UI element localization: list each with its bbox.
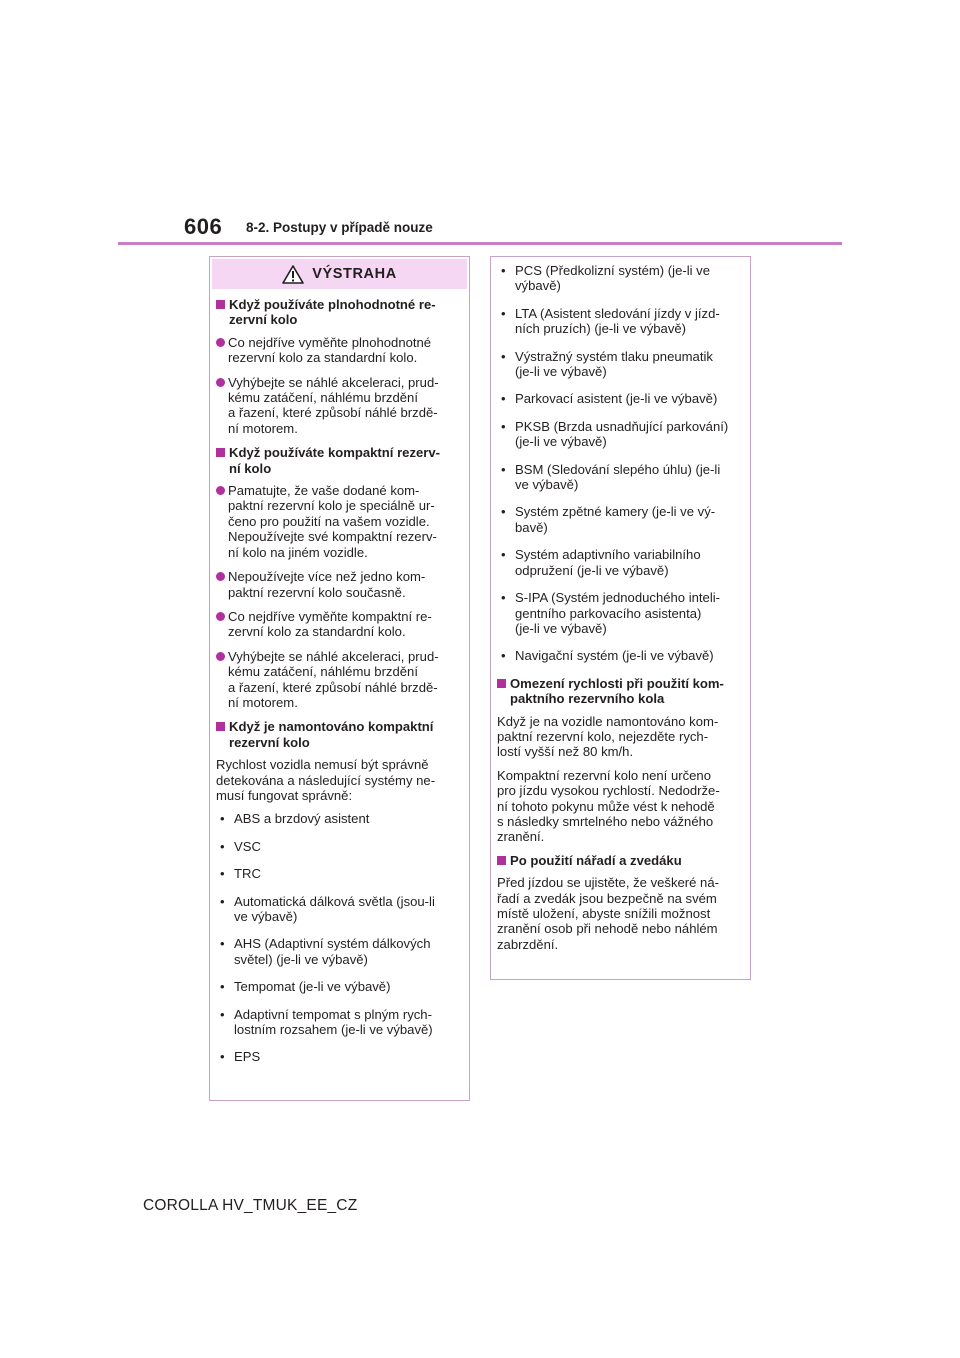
warning-header <box>212 259 467 289</box>
list-marker: • <box>501 305 506 321</box>
heading-text: Po použití nářadí a zvedáku <box>510 852 682 868</box>
section-heading <box>216 445 463 476</box>
list-marker: • <box>220 866 225 882</box>
square-bullet-icon <box>216 300 225 309</box>
list-marker: • <box>220 936 225 952</box>
heading-text: Když používáte kompaktní rezerv- ní kolo <box>229 445 441 476</box>
list-item <box>497 648 744 663</box>
list-item <box>497 462 744 493</box>
list-item-text: PKSB (Brzda usnadňující parkování) (je-li ve výbavě) <box>515 418 729 450</box>
list-marker: • <box>501 504 506 520</box>
warning-bullet <box>216 569 463 600</box>
paragraph-text: Před jízdou se ujistěte, že veškeré ná- řadí a zvedák jsou bezpečně na svém místě uložení, abyste snížili možnost zranění osob při nehodě nebo náhlém zabrzdění. <box>497 875 719 952</box>
list-item <box>216 866 463 881</box>
list-item <box>497 349 744 380</box>
footer-model: COROLLA HV_TMUK_EE_CZ <box>143 1197 358 1214</box>
section-title: 8-2. Postupy v případě nouze <box>246 220 433 235</box>
list-marker: • <box>501 418 506 434</box>
heading-text: Omezení rychlosti při použití kom- paktního rezervního kola <box>510 675 724 707</box>
square-bullet-icon <box>216 448 225 457</box>
warning-bullet <box>216 649 463 711</box>
list-marker: • <box>220 811 225 827</box>
square-bullet-icon <box>497 856 506 865</box>
circle-bullet-icon <box>216 338 225 347</box>
list-item <box>216 1007 463 1038</box>
warning-content <box>210 289 469 1065</box>
list-item-text: S-IPA (Systém jednoduchého inteli- gentního parkovacího asistenta) (je-li ve výbavě) <box>515 590 720 636</box>
paragraph-text: Když je na vozidle namontováno kom- paktní rezervní kolo, nejezděte rych- lostí vyšší než 80 km/h. <box>497 713 719 760</box>
section-heading <box>216 719 463 750</box>
list-item-text: BSM (Sledování slepého úhlu) (je-li ve výbavě) <box>515 461 721 493</box>
list-item <box>497 419 744 450</box>
warning-bullet <box>216 483 463 560</box>
paragraph <box>497 714 744 760</box>
circle-bullet-icon <box>216 652 225 661</box>
list-item <box>497 590 744 636</box>
bullet-text: Vyhýbejte se náhlé akceleraci, prud- kému zatáčení, náhlému brzdění a řazení, které způsobí náhlé brzdě- ní motorem. <box>228 374 439 436</box>
circle-bullet-icon <box>216 486 225 495</box>
warning-triangle-icon <box>282 265 304 284</box>
list-marker: • <box>501 590 506 606</box>
continuation-box <box>490 256 751 980</box>
list-marker: • <box>501 348 506 364</box>
list-item <box>497 306 744 337</box>
list-item <box>497 504 744 535</box>
paragraph <box>216 757 463 803</box>
list-marker: • <box>220 979 225 995</box>
list-item-text: Parkovací asistent (je-li ve výbavě) <box>515 391 718 407</box>
warning-bullet <box>216 335 463 366</box>
list-marker: • <box>501 391 506 407</box>
list-item <box>216 839 463 854</box>
list-item-text: LTA (Asistent sledování jízdy v jízd- ních pruzích) (je-li ve výbavě) <box>515 305 720 337</box>
square-bullet-icon <box>216 722 225 731</box>
list-item-text: Systém zpětné kamery (je-li ve vý- bavě) <box>515 504 716 535</box>
list-item <box>216 894 463 925</box>
list-marker: • <box>501 648 506 664</box>
list-item-text: VSC <box>234 838 261 854</box>
list-marker: • <box>220 1006 225 1022</box>
section-heading <box>216 297 463 328</box>
page-number: 606 <box>184 214 223 239</box>
list-item-text: Systém adaptivního variabilního odpružení (je-li ve výbavě) <box>515 547 701 578</box>
list-item-text: Automatická dálková světla (jsou-li ve výbavě) <box>234 893 435 924</box>
list-item-text: PCS (Předkolizní systém) (je-li ve výbavě) <box>515 263 710 294</box>
section-heading <box>497 676 744 707</box>
list-marker: • <box>220 1049 225 1065</box>
list-item-text: Navigační systém (je-li ve výbavě) <box>515 648 714 664</box>
circle-bullet-icon <box>216 572 225 581</box>
bullet-text: Co nejdříve vyměňte kompaktní re- zervní kolo za standardní kolo. <box>228 608 432 640</box>
list-item-text: TRC <box>234 866 261 882</box>
paragraph-text: Kompaktní rezervní kolo není určeno pro jízdu vysokou rychlostí. Nedodrže- ní tohoto pokynu může vést k nehodě s následky smrtelného nebo vážného zranění. <box>497 767 720 845</box>
square-bullet-icon <box>497 679 506 688</box>
list-item <box>497 391 744 406</box>
circle-bullet-icon <box>216 612 225 621</box>
heading-text: Když používáte plnohodnotné re- zervní kolo <box>229 297 436 328</box>
list-marker: • <box>220 838 225 854</box>
heading-text: Když je namontováno kompaktní rezervní kolo <box>229 719 434 750</box>
list-marker: • <box>501 263 506 278</box>
warning-bullet <box>216 375 463 437</box>
list-item-text: Výstražný systém tlaku pneumatik (je-li ve výbavě) <box>515 348 713 380</box>
list-item-text: ABS a brzdový asistent <box>234 811 370 827</box>
list-item <box>497 263 744 294</box>
list-item-text: Tempomat (je-li ve výbavě) <box>234 979 391 995</box>
list-item-text: EPS <box>234 1049 261 1065</box>
list-marker: • <box>220 893 225 909</box>
list-item-text: Adaptivní tempomat s plným rych- lostním rozsahem (je-li ve výbavě) <box>234 1006 433 1038</box>
list-marker: • <box>501 547 506 563</box>
warning-box <box>209 256 470 1101</box>
list-item <box>216 979 463 994</box>
section-heading <box>497 853 744 868</box>
list-item <box>216 811 463 826</box>
paragraph <box>497 768 744 845</box>
paragraph <box>497 875 744 952</box>
list-item <box>216 1049 463 1064</box>
list-item <box>216 936 463 967</box>
bullet-text: Co nejdříve vyměňte plnohodnotné rezervní kolo za standardní kolo. <box>228 334 432 366</box>
circle-bullet-icon <box>216 378 225 387</box>
paragraph-text: Rychlost vozidla nemusí být správně detekována a následující systémy ne- musí fungovat správně: <box>216 757 436 803</box>
warning-title: VÝSTRAHA <box>312 266 397 282</box>
bullet-text: Vyhýbejte se náhlé akceleraci, prud- kému zatáčení, náhlému brzdění a řazení, které způsobí náhlé brzdě- ní motorem. <box>228 648 439 710</box>
header-rule <box>118 242 842 245</box>
list-marker: • <box>501 461 506 477</box>
warning-bullet <box>216 609 463 640</box>
list-item-text: AHS (Adaptivní systém dálkových světel) (je-li ve výbavě) <box>234 936 431 967</box>
bullet-text: Pamatujte, že vaše dodané kom- paktní rezervní kolo je speciálně ur- čeno pro použití na vašem vozidle. Nepoužívejte své kompaktní rezerv- ní kolo na jiném vozidle. <box>228 483 437 560</box>
bullet-text: Nepoužívejte více než jedno kom- paktní rezervní kolo současně. <box>228 569 426 600</box>
list-item <box>497 547 744 578</box>
